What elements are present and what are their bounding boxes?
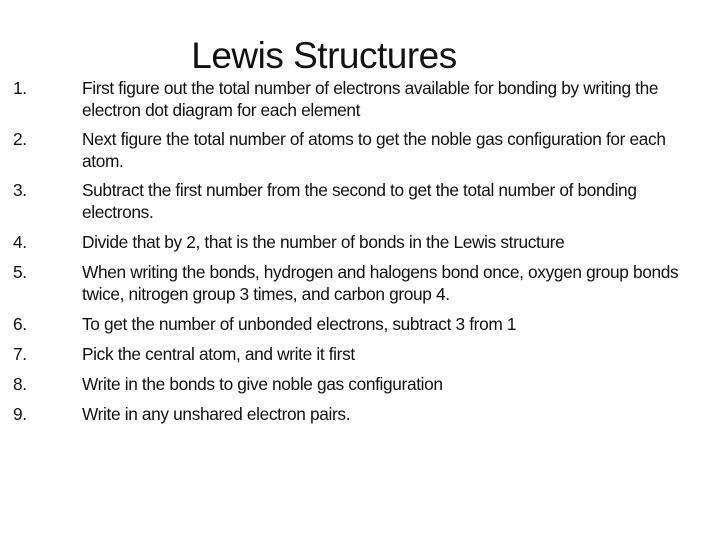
step-number: 2.: [13, 129, 27, 149]
step-number: 8.: [13, 374, 27, 394]
step-number: 1.: [13, 78, 27, 98]
step-item: [0, 128, 680, 172]
step-text: When writing the bonds, hydrogen and halogens bond once, oxygen group bonds twice, nitrogen group 3 times, and carbon group 4.: [82, 262, 679, 304]
step-item: [0, 313, 680, 335]
step-text: To get the number of unbonded electrons, subtract 3 from 1: [82, 314, 517, 334]
step-item: [0, 77, 680, 121]
step-text: Write in any unshared electron pairs.: [82, 404, 351, 424]
step-item: [0, 231, 680, 253]
step-item: [0, 373, 680, 395]
step-text: Subtract the first number from the second to get the total number of bonding electrons.: [82, 180, 637, 222]
step-item: [0, 403, 680, 425]
step-item: [0, 179, 680, 223]
step-text: Write in the bonds to give noble gas configuration: [82, 374, 443, 394]
step-item: [0, 261, 680, 305]
step-text: Divide that by 2, that is the number of bonds in the Lewis structure: [82, 232, 565, 252]
step-text: Next figure the total number of atoms to get the noble gas configuration for each atom.: [82, 129, 666, 171]
steps-list: [0, 77, 680, 433]
step-number: 4.: [13, 232, 27, 252]
step-text: Pick the central atom, and write it first: [82, 344, 355, 364]
step-number: 3.: [13, 180, 27, 200]
step-number: 6.: [13, 314, 27, 334]
step-text: First figure out the total number of electrons available for bonding by writing the electron dot diagram for each element: [82, 78, 659, 120]
slide-title: Lewis Structures: [191, 34, 457, 76]
step-number: 7.: [13, 344, 27, 364]
step-number: 9.: [13, 404, 27, 424]
step-number: 5.: [13, 262, 27, 282]
step-item: [0, 343, 680, 365]
